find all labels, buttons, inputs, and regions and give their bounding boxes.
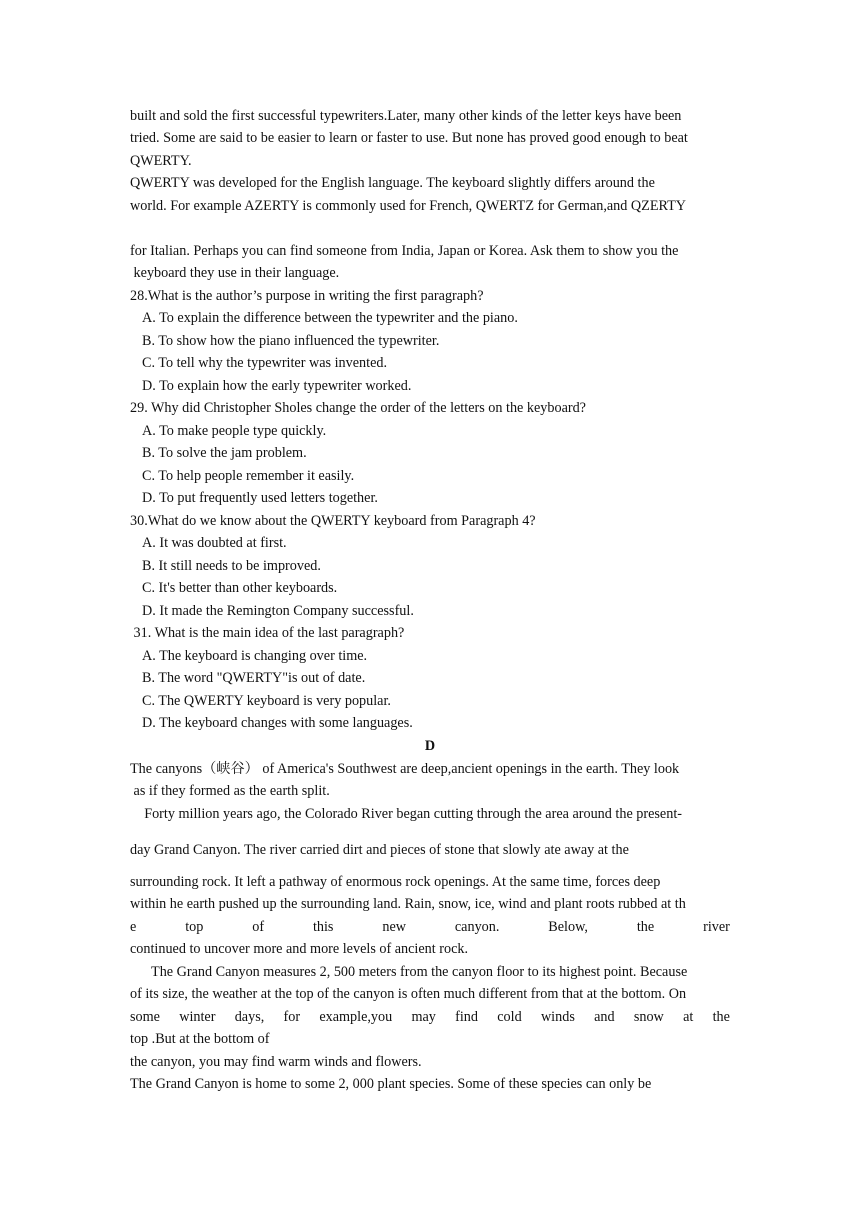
question-stem: 30.What do we know about the QWERTY keyboard from Paragraph 4? bbox=[130, 513, 536, 529]
text-line: The Grand Canyon is home to some 2, 000 plant species. Some of these species can only be bbox=[130, 1076, 652, 1092]
text-line: world. For example AZERTY is commonly used for French, QWERTZ for German,and QZERTY bbox=[130, 198, 687, 214]
question-option: B. It still needs to be improved. bbox=[142, 558, 321, 574]
question-option: C. The QWERTY keyboard is very popular. bbox=[142, 693, 391, 709]
text-line: QWERTY was developed for the English language. The keyboard slightly differs around the bbox=[130, 175, 655, 191]
word: and bbox=[594, 1009, 615, 1025]
question-option: A. To explain the difference between the typewriter and the piano. bbox=[142, 310, 518, 326]
text-line: within he earth pushed up the surrounding land. Rain, snow, ice, wind and plant roots rubbed at th bbox=[130, 896, 686, 912]
word: for bbox=[283, 1009, 301, 1025]
text-line: for Italian. Perhaps you can find someone from India, Japan or Korea. Ask them to show you the bbox=[130, 243, 679, 259]
text-line: QWERTY. bbox=[130, 153, 192, 169]
word: find bbox=[455, 1009, 478, 1025]
word: example,you bbox=[319, 1009, 393, 1025]
justified-line bbox=[130, 918, 730, 936]
question-option: A. The keyboard is changing over time. bbox=[142, 648, 368, 664]
text-line: The canyons（峡谷） of America's Southwest are deep,ancient openings in the earth. They look bbox=[130, 761, 680, 777]
text-line: as if they formed as the earth split. bbox=[130, 783, 330, 799]
word: new bbox=[382, 919, 406, 935]
question-option: B. To show how the piano influenced the typewriter. bbox=[142, 333, 440, 349]
word: winds bbox=[540, 1009, 575, 1025]
word: the bbox=[712, 1009, 730, 1025]
word: the bbox=[636, 919, 655, 935]
question-stem: 31. What is the main idea of the last paragraph? bbox=[130, 625, 405, 641]
text-line: The Grand Canyon measures 2, 500 meters from the canyon floor to its highest point. Because bbox=[130, 964, 688, 980]
question-option: A. It was doubted at first. bbox=[142, 535, 287, 551]
question-option: B. To solve the jam problem. bbox=[142, 445, 307, 461]
question-stem: 29. Why did Christopher Sholes change the order of the letters on the keyboard? bbox=[130, 400, 586, 416]
question-option: B. The word "QWERTY"is out of date. bbox=[142, 670, 366, 686]
question-option: D. To put frequently used letters together. bbox=[142, 490, 378, 506]
word: of bbox=[252, 919, 265, 935]
text-line: day Grand Canyon. The river carried dirt and pieces of stone that slowly ate away at the bbox=[130, 842, 629, 858]
word: this bbox=[312, 919, 334, 935]
question-option: C. To tell why the typewriter was invented. bbox=[142, 355, 388, 371]
question-option: D. The keyboard changes with some languages. bbox=[142, 715, 413, 731]
word: may bbox=[411, 1009, 436, 1025]
question-option: C. It's better than other keyboards. bbox=[142, 580, 338, 596]
question-option: D. To explain how the early typewriter worked. bbox=[142, 378, 412, 394]
word: winter bbox=[179, 1009, 216, 1025]
word: cold bbox=[497, 1009, 522, 1025]
word: river bbox=[703, 919, 730, 935]
text-line: keyboard they use in their language. bbox=[130, 265, 340, 281]
question-option: D. It made the Remington Company successful. bbox=[142, 603, 414, 619]
text-line: tried. Some are said to be easier to learn or faster to use. But none has proved good enough to beat bbox=[130, 130, 688, 146]
text-line: Forty million years ago, the Colorado River began cutting through the area around the present- bbox=[130, 806, 682, 822]
word: canyon. bbox=[454, 919, 500, 935]
word: top bbox=[185, 919, 204, 935]
word: snow bbox=[633, 1009, 664, 1025]
word: days, bbox=[234, 1009, 265, 1025]
word: Below, bbox=[548, 919, 588, 935]
question-option: C. To help people remember it easily. bbox=[142, 468, 355, 484]
text-line: built and sold the first successful typewriters.Later, many other kinds of the letter keys have been bbox=[130, 108, 682, 124]
question-stem: 28.What is the author’s purpose in writing the first paragraph? bbox=[130, 288, 484, 304]
text-line: continued to uncover more and more levels of ancient rock. bbox=[130, 941, 469, 957]
text-line: the canyon, you may find warm winds and flowers. bbox=[130, 1054, 422, 1070]
section-heading: D bbox=[424, 738, 436, 754]
text-line: of its size, the weather at the top of the canyon is often much different from that at the bottom. On bbox=[130, 986, 687, 1002]
question-option: A. To make people type quickly. bbox=[142, 423, 327, 439]
word: some bbox=[130, 1009, 160, 1025]
justified-line bbox=[130, 1008, 730, 1026]
text-line: top .But at the bottom of bbox=[130, 1031, 270, 1047]
text-line: surrounding rock. It left a pathway of enormous rock openings. At the same time, forces deep bbox=[130, 874, 661, 890]
word: e bbox=[130, 919, 137, 935]
word: at bbox=[683, 1009, 694, 1025]
